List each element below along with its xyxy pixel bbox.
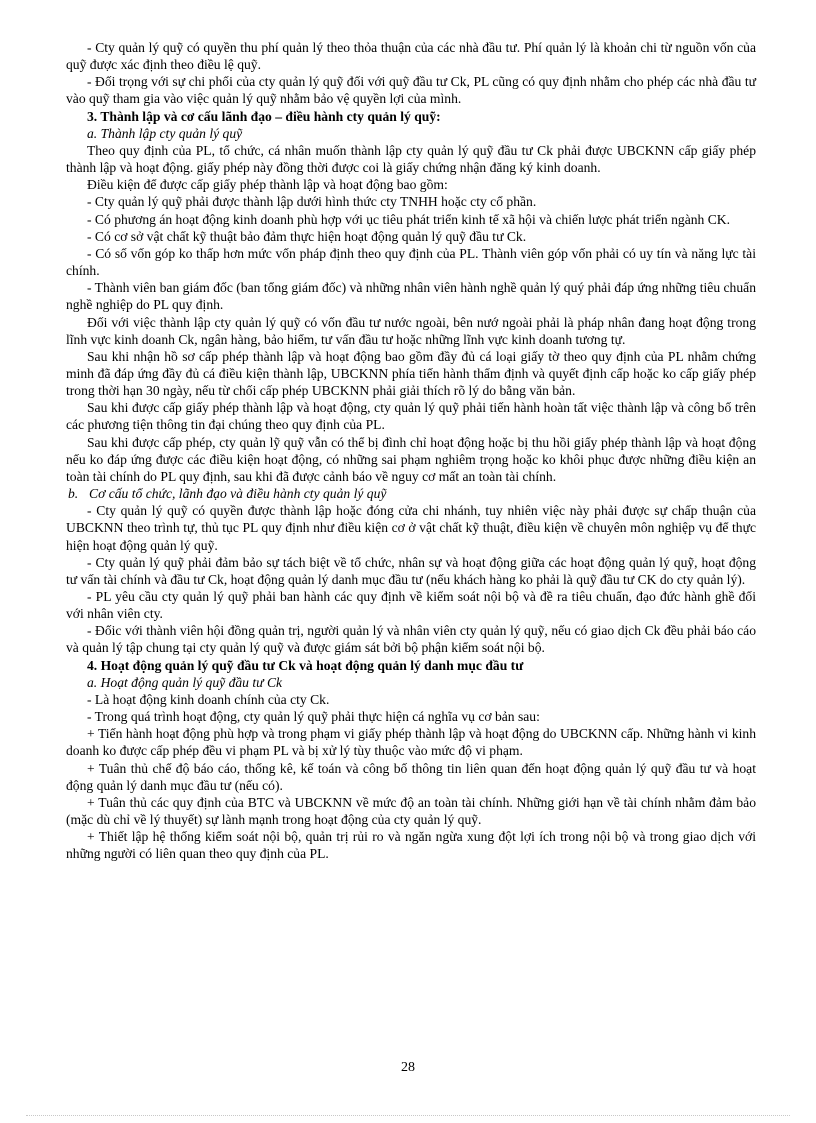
list-item: - Cty quản lý quỹ phải được thành lập dưới hình thức cty TNHH hoặc cty cổ phần. [87,194,537,210]
list-item: - Cty quản lý quỹ có quyền được thành lập hoặc đóng cửa chi nhánh, tuy nhiên việc này phải được sự chấp thuận của UBCKNN theo trình tự, thủ tục PL quy định như điều kiện cơ ở vật chất kỹ thuật, điều kiện về chuyên môn nghiệp vụ để thực hiện hoạt động quản lý quỹ. [66,503,756,553]
list-item: + Tuân thủ các quy định của BTC và UBCKNN về mức độ an toàn tài chính. Những giới hạn về tài chính nhằm đảm bảo (mặc dù chỉ về lý thuyết) sự lành mạnh trong hoạt động của cty quản lý quỹ. [66,794,756,828]
list-item: - Có cơ sở vật chất kỹ thuật bảo đảm thực hiện hoạt động quản lý quỹ đầu tư Ck. [87,228,527,244]
list-item: + Tiến hành hoạt động phù hợp và trong phạm vi giấy phép thành lập và hoạt động do UBCKNN cấp. Những hành vi kinh doanh ko được cấp phép đều vi phạm PL và bị xử lý tùy thuộc vào mức độ vi phạm. [66,726,756,759]
paragraph: Đối với việc thành lập cty quản lý quỹ có vốn đầu tư nước ngoài, bên nướ ngoài phải là pháp nhân đang hoạt động trong lĩnh vực kinh doanh Ck, ngân hàng, bảo hiểm, tư vấn đầu tư hoặc những lĩnh vực kinh doanh tương tự. [66,314,756,347]
list-item: - PL yêu cầu cty quản lý quỹ phải ban hành các quy định về kiểm soát nội bộ và đề ra tiêu chuẩn, đạo đức hành ghề đối với nhân viên cty. [66,589,756,622]
subsection-heading-3b [66,485,756,502]
document-body [66,39,756,863]
list-item: - Thành viên ban giám đốc (ban tổng giám đốc) và những nhân viên hành nghề quản lý quý phải đáp ứng những tiêu chuẩn nghề nghiệp do PL quy định. [66,280,756,313]
paragraph: Sau khi nhận hồ sơ cấp phép thành lập và hoạt động bao gồm đầy đủ cá loại giấy tờ theo quy định của PL nhằm chứng minh đã đáp ứng đầy đủ cá điều kiện thành lập, UBCKNN phía tiến hành thẩm định và quyết định cấp hoặc ko cấp giấy phép trong thời hạn 30 ngày, nếu từ chối cấp phép UBCKNN phải giải thích rõ lý do bằng văn bản. [66,348,756,399]
list-item: - Trong quá trình hoạt động, cty quản lý quỹ phải thực hiện cá nghĩa vụ cơ bản sau: [87,709,540,725]
paragraph-management-fee: - Cty quản lý quỹ có quyền thu phí quản lý theo thỏa thuận của các nhà đầu tư. Phí quản lý là khoản chi từ nguồn vốn của quỹ được xác định theo điều lệ quỹ. [66,40,756,73]
paragraph: Sau khi được cấp phép, cty quản lỹ quỹ vẫn có thể bị đình chỉ hoạt động hoặc bị thu hồi giấy phép thành lập và hoạt động nếu ko đáp ứng được các điều kiện hoạt động, có những sai phạm nghiêm trọng hoặc ko khôi phục được những điều kiện an toàn tài chính do PL quy định, sau khi đã được cảnh báo về nguy cơ mất an toàn tài chính. [66,434,756,484]
subsection-title: Cơ cấu tổ chức, lãnh đạo và điều hành cty quản lý quỹ [89,486,387,502]
list-item: - Có số vốn góp ko thấp hơn mức vốn pháp định theo quy định của PL. Thành viên góp vốn phải có uy tín và năng lực tài chính. [66,245,756,279]
section-heading-4: 4. Hoạt động quản lý quỹ đầu tư Ck và hoạt động quản lý danh mục đầu tư [87,657,524,673]
list-item: - Đốic với thành viên hội đồng quản trị, người quản lý và nhân viên cty quản lý quỹ, nếu có giao dịch Ck đều phải báo cáo và quản lý tập chung tại cty quản lý quỹ và được giám sát bởi bộ phận kiểm soát nội bộ. [66,623,756,656]
section-heading-3: 3. Thành lập và cơ cấu lãnh đạo – điều hành cty quản lý quỹ: [87,108,441,124]
paragraph: Sau khi được cấp giấy phép thành lập và hoạt động, cty quản lý quỹ phải tiến hành hoàn tất việc thành lập và công bố trên các phương tiện thông tin đại chúng theo quy định của PL. [66,400,756,433]
list-item: - Là hoạt động kinh doanh chính của cty Ck. [87,691,330,707]
page-bottom-divider [26,1115,790,1116]
paragraph-investor-protection: - Đối trọng với sự chi phối của cty quản lý quỹ đối với quỹ đầu tư Ck, PL cũng có quy định nhằm cho phép các nhà đầu tư vào quỹ tham gia vào việc quản lý quỹ nhằm bảo vệ quyền lợi của mình. [66,74,756,107]
list-item: + Tuân thủ chế độ báo cáo, thống kê, kế toán và công bố thông tin liên quan đến hoạt động quản lý quỹ đầu tư và hoạt động quản lý danh mục đầu tư (nếu có). [66,760,756,793]
subsection-heading-4a: a. Hoạt động quản lý quỹ đầu tư Ck [87,674,283,690]
list-item: + Thiết lập hệ thống kiểm soát nội bộ, quản trị rủi ro và ngăn ngừa xung đột lợi ích trong nội bộ và trong giao dịch với những người có liên quan theo quy định của PL. [66,829,756,862]
subsection-heading-3a: a. Thành lập cty quản lý quỹ [87,125,243,141]
paragraph: Điều kiện để được cấp giấy phép thành lập và hoạt động bao gồm: [87,177,448,193]
list-item: - Có phương án hoạt động kinh doanh phù hợp với ục tiêu phát triển kinh tế xã hội và chiến lược phát triển ngành CK. [87,211,731,227]
paragraph: Theo quy định của PL, tổ chức, cá nhân muốn thành lập cty quản lý quỹ đầu tư Ck phải được UBCKNN cấp giấy phép thành lập và hoạt động. giấy phép này đồng thời được coi là giấy chứng nhận đăng ký kinh doanh. [66,142,756,176]
page-number: 28 [401,1060,415,1075]
subsection-label: b. [68,486,79,502]
list-item: - Cty quản lý quỹ phải đảm bảo sự tách biệt về tổ chức, nhân sự và hoạt động giữa các hoạt động quản lý quỹ, hoạt động tư vấn tài chính và đầu tư Ck, hoạt động quản lý danh mục đầu tư (nếu khách hàng ko phải là quỹ đầu tư CK do cty quản lý). [66,554,756,587]
